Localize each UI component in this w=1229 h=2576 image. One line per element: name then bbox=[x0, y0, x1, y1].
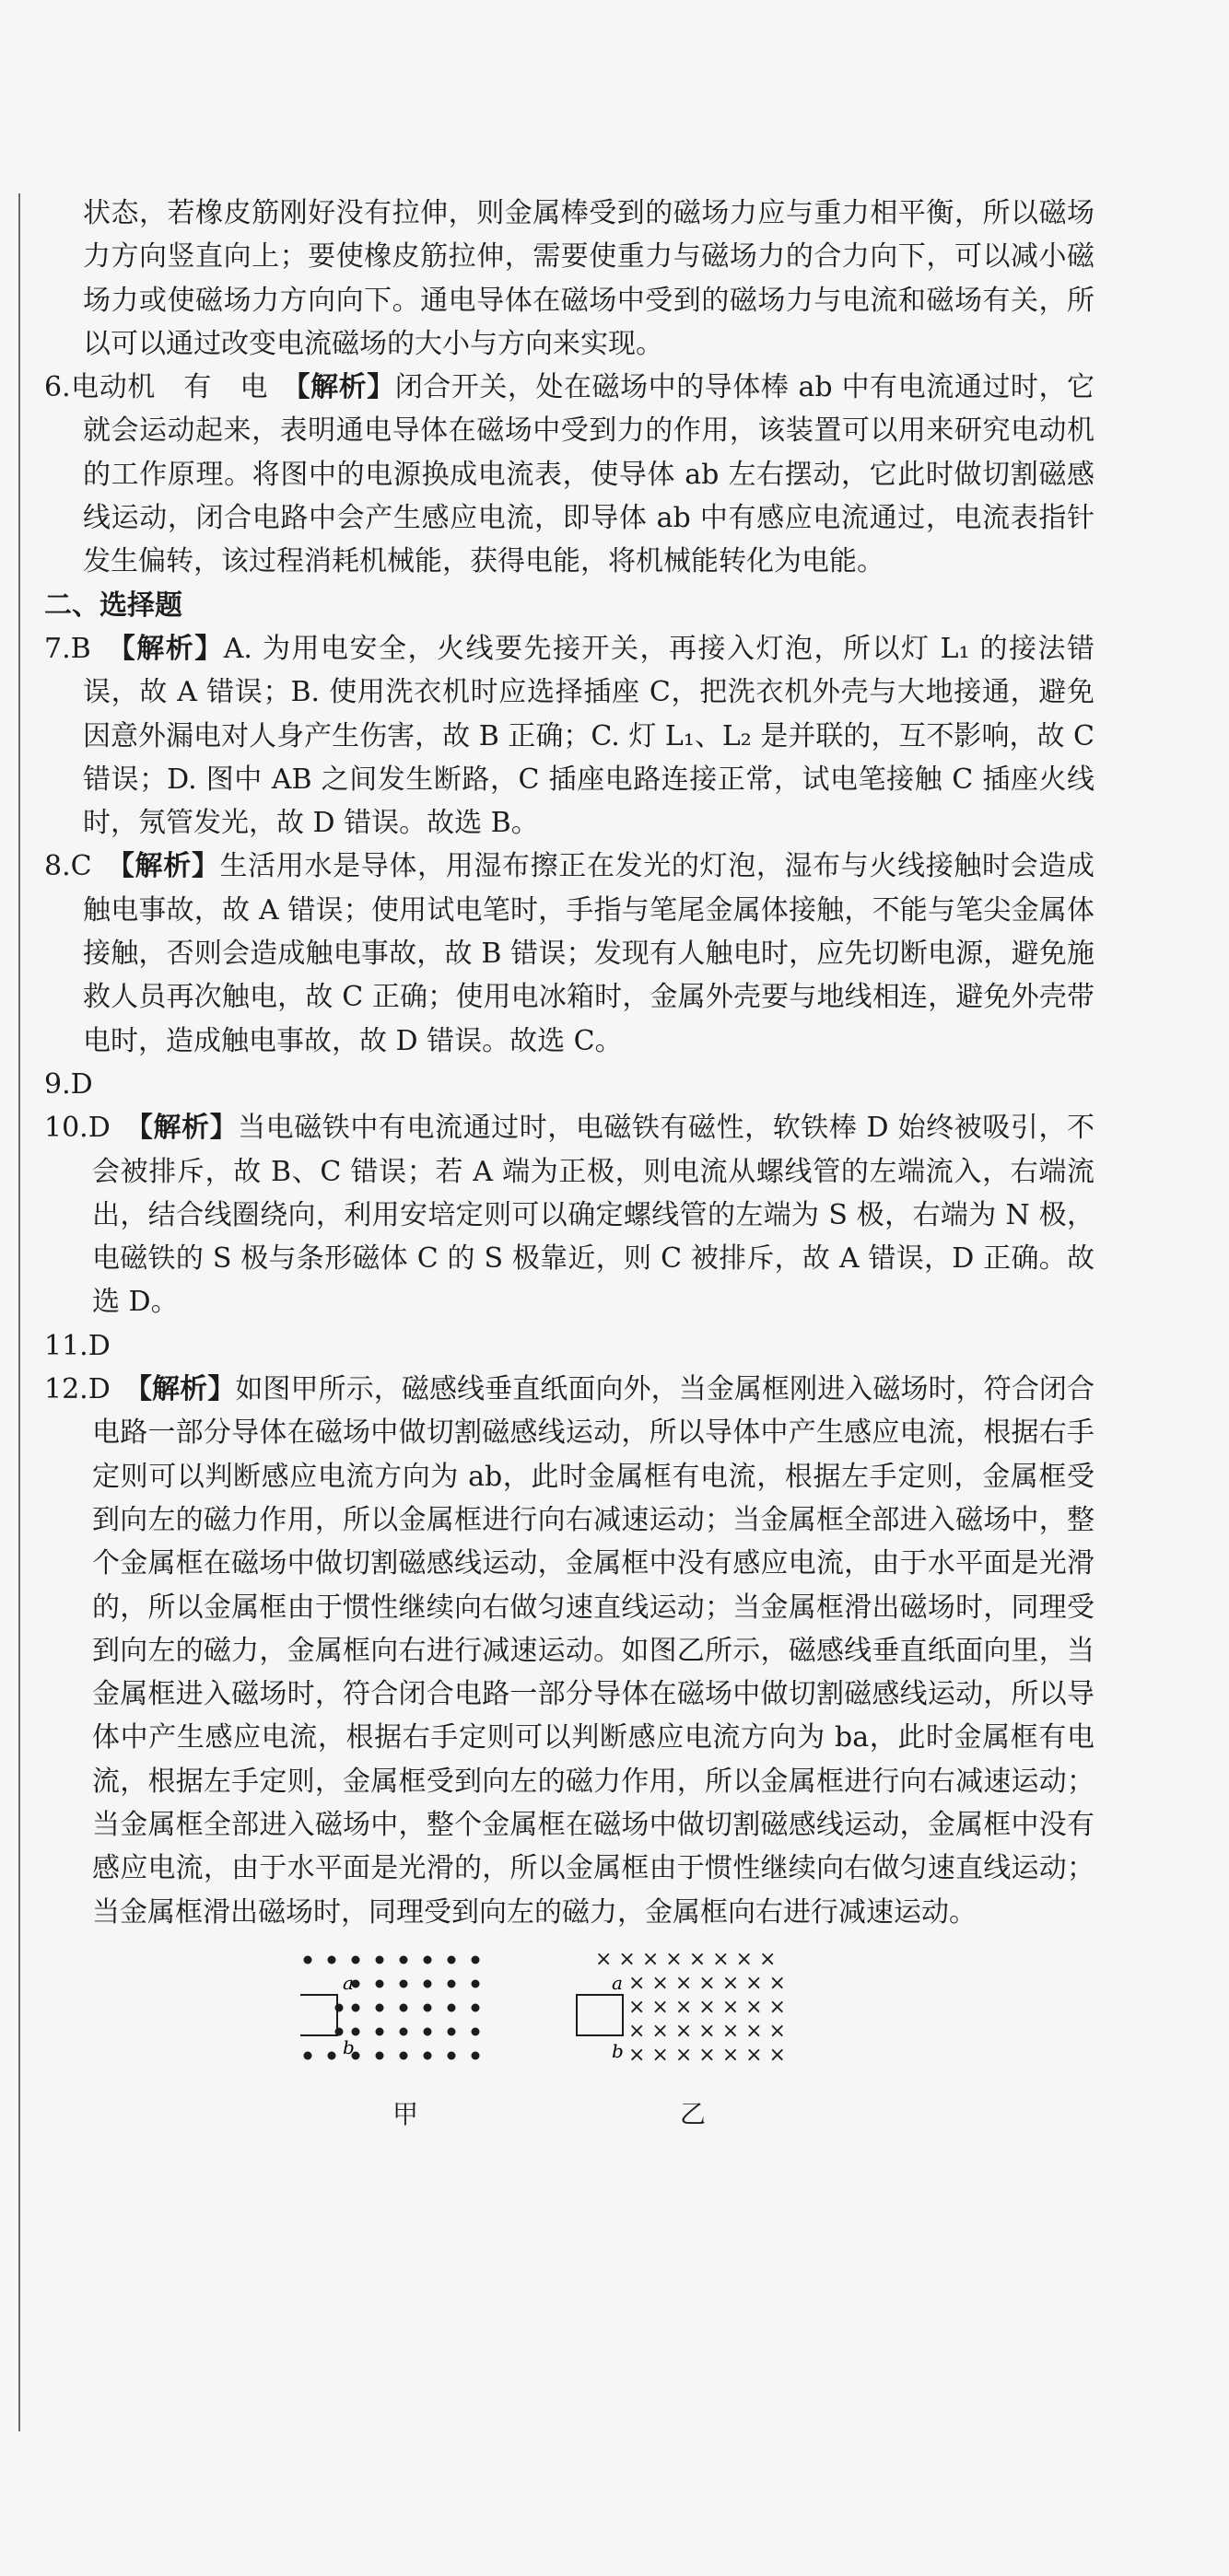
metal-frame bbox=[577, 1995, 623, 2035]
item-number: 6. bbox=[44, 371, 71, 404]
figure-jia-caption: 甲 bbox=[392, 2098, 419, 2129]
answer-item-12 bbox=[44, 1368, 1094, 1934]
svg-text:× × × × × × ×: × × × × × × × bbox=[628, 1971, 786, 1995]
item-explanation: 当电磁铁中有电流通过时，电磁铁有磁性，软铁棒 D 始终被吸引，不会被排斥，故 B、C 错误；若 A 端为正极，则电流从螺线管的左端流入，右端流出，结合线圈绕向，利用安培定则可以确定螺线管的左端为 S 极，右端为 N 极，电磁铁的 S 极与条形磁体 C 的 S 极靠近，则 C 被排斥，故 A 错误，D 正确。故选 D。 bbox=[92, 1112, 1094, 1319]
point-b-label: b bbox=[343, 2035, 355, 2058]
item-answer: D bbox=[70, 1067, 93, 1101]
answer-item-8 bbox=[44, 845, 1094, 1062]
magnetic-field-figures bbox=[44, 1948, 1094, 2129]
answer-item-10 bbox=[44, 1106, 1094, 1323]
answer-content bbox=[44, 192, 1095, 2129]
field-dots bbox=[304, 1955, 480, 2059]
item-number: 7. bbox=[44, 632, 71, 665]
svg-text:× × × × × × ×: × × × × × × × bbox=[628, 2019, 786, 2043]
point-b-label: b bbox=[612, 2039, 624, 2062]
item-explanation: 生活用水是导体，用湿布擦正在发光的灯泡，湿布与火线接触时会造成触电事故，故 A 错误；使用试电笔时，手指与笔尾金属体接触，不能与笔尖金属体接触，否则会造成触电事故，故 B 错误；发现有人触电时，应先切断电源，避免施救人员再次触电，故 C 正确；使用电冰箱时，金属外壳要与地线相连，避免外壳带电时，造成触电事故，故 D 错误。故选 C。 bbox=[83, 850, 1095, 1057]
item-number: 10. bbox=[44, 1112, 88, 1145]
answer-item-11 bbox=[44, 1324, 1094, 1368]
svg-text:× × × × × × ×: × × × × × × × bbox=[628, 2043, 786, 2067]
section-title-choice: 二、选择题 bbox=[44, 589, 182, 622]
item-explanation: 如图甲所示，磁感线垂直纸面向外，当金属框刚进入磁场时，符合闭合电路一部分导体在磁场中做切割磁感线运动，所以导体中产生感应电流，根据右手定则可以判断感应电流方向为 ab，此时金属框有电流，根据左手定则，金属框受到向左的磁力作用，所以金属框进行向右减速运动；当金属框全部进入磁场中，整个金属框在磁场中做切割磁感线运动，金属框中没有感应电流，由于水平面是光滑的，所以金属框由于惯性继续向右做匀速直线运动；当金属框滑出磁场时，同理受到向左的磁力，金属框向右进行减速运动。如图乙所示，磁感线垂直纸面向里，当金属框进入磁场时，符合闭合电路一部分导体在磁场中做切割磁感线运动，所以导体中产生感应电流，根据右手定则可以判断感应电流方向为 ba，此时金属框有电流，根据左手定则，金属框受到向左的磁力作用，所以金属框进行向右减速运动；当金属框全部进入磁场中，整个金属框在磁场中做切割磁感线运动，金属框中没有感应电流，由于水平面是光滑的，所以金属框由于惯性继续向右做匀速直线运动；当金属框滑出磁场时，同理受到向左的磁力，金属框向右进行减速运动。 bbox=[92, 1373, 1094, 1929]
analysis-tag: 【解析】 bbox=[138, 1112, 239, 1145]
paragraph-text: 状态，若橡皮筋刚好没有拉伸，则金属棒受到的磁场力应与重力相平衡，所以磁场力方向竖直向上；要使橡皮筋拉伸，需要使重力与磁场力的合力向下，可以减小磁场力或使磁场力方向向下。通电导体在磁场中受到的磁场力与电流和磁场有关，所以可以通过改变电流磁场的大小与方向来实现。 bbox=[83, 197, 1094, 360]
item-answer: C bbox=[70, 850, 121, 883]
item-number: 8. bbox=[44, 850, 71, 883]
svg-text:× × × × × × ×: × × × × × × × bbox=[628, 1995, 786, 2019]
item-answer: D bbox=[88, 1112, 139, 1145]
item-explanation: 闭合开关，处在磁场中的导体棒 ab 中有电流通过时，它就会运动起来，表明通电导体在磁场中受到力的作用，该装置可以用来研究电动机的工作原理。将图中的电源换成电流表，使导体 ab 左右摆动，它此时做切割磁感线运动，闭合电路中会产生感应电流，即导体 ab 中有感应电流通过，电流表指针发生偏转，该过程消耗机械能，获得电能，将机械能转化为电能。 bbox=[83, 371, 1095, 578]
figure-jia-field-out bbox=[300, 1949, 549, 2087]
item-answer: B bbox=[70, 632, 122, 665]
field-crosses bbox=[595, 1949, 786, 2067]
answer-item-6 bbox=[44, 366, 1094, 583]
margin-line bbox=[18, 193, 20, 2431]
answer-item-7 bbox=[44, 627, 1094, 845]
analysis-tag: 【解析】 bbox=[121, 632, 224, 665]
item-explanation: A. 为用电安全，火线要先接开关，再接入灯泡，所以灯 L₁ 的接法错误，故 A 错误；B. 使用洗衣机时应选择插座 C，把洗衣机外壳与大地接通，避免因意外漏电对人身产生伤害，故 B 正确；C. 灯 L₁、L₂ 是并联的，互不影响，故 C 错误；D. 图中 AB 之间发生断路，C 插座电路连接正常，试电笔接触 C 插座火线时，氖管发光，故 D 错误。故选 B。 bbox=[83, 632, 1095, 840]
figure-yi-field-in bbox=[558, 1949, 862, 2087]
metal-frame bbox=[300, 1995, 337, 2035]
point-a-label: a bbox=[343, 1971, 354, 1994]
item-number: 11. bbox=[44, 1329, 88, 1362]
paragraph-q5-continued bbox=[44, 192, 1094, 366]
answer-item-9 bbox=[44, 1063, 1094, 1106]
item-number: 12. bbox=[44, 1373, 88, 1406]
analysis-tag: 【解析】 bbox=[120, 850, 220, 883]
analysis-tag: 【解析】 bbox=[137, 1373, 236, 1406]
item-number: 9. bbox=[44, 1067, 71, 1101]
item-answer: D bbox=[88, 1373, 138, 1406]
item-answer: D bbox=[88, 1329, 111, 1362]
analysis-tag: 【解析】 bbox=[296, 371, 395, 404]
point-a-label: a bbox=[612, 1971, 623, 1994]
item-answer: 电动机 有 电 bbox=[70, 371, 297, 404]
figure-yi-caption: 乙 bbox=[680, 2098, 707, 2129]
svg-text:× × × × × × × ×: × × × × × × × × bbox=[595, 1948, 777, 1971]
